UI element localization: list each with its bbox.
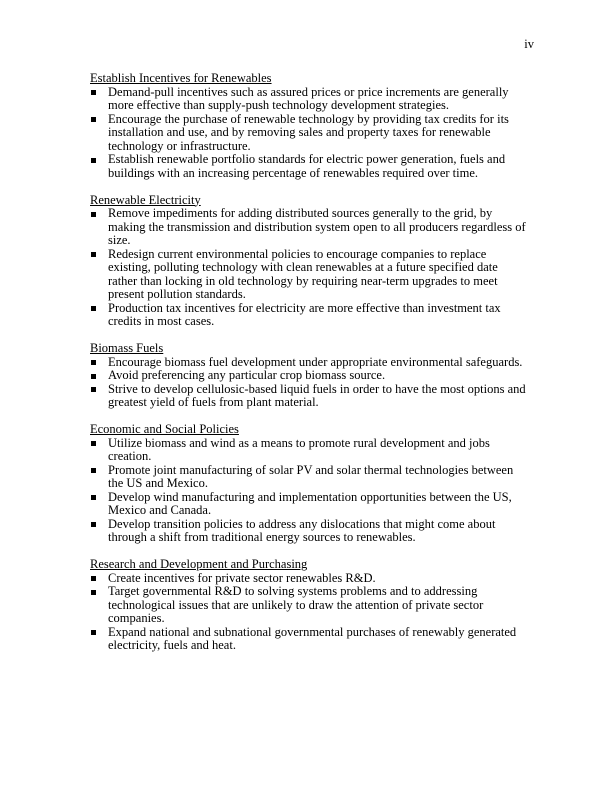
bullet-list [90,572,530,653]
document-body [90,72,530,666]
bullet-item: Promote joint manufacturing of solar PV and solar thermal technologies between the US and Mexico. [90,464,530,491]
section-incentives [90,72,530,180]
bullet-item: Develop wind manufacturing and implementation opportunities between the US, Mexico and Canada. [90,491,530,518]
bullet-list [90,207,530,329]
bullet-item: Create incentives for private sector renewables R&D. [90,572,530,586]
bullet-item: Establish renewable portfolio standards for electric power generation, fuels and buildings with an increasing percentage of renewables required over time. [90,153,530,180]
bullet-item: Strive to develop cellulosic-based liquid fuels in order to have the most options and greatest yield of fuels from plant material. [90,383,530,410]
bullet-item: Redesign current environmental policies to encourage companies to replace existing, polluting technology with clean renewables at a future specified date rather than locking in old technology by requiring near-term upgrades to meet present pollution standards. [90,248,530,302]
section-heading: Establish Incentives for Renewables [90,71,272,85]
bullet-list [90,86,530,181]
section-research-development [90,558,530,653]
bullet-item: Utilize biomass and wind as a means to promote rural development and jobs creation. [90,437,530,464]
bullet-item: Target governmental R&D to solving systems problems and to addressing technological issues that are unlikely to draw the attention of private sector companies. [90,585,530,626]
bullet-item: Demand-pull incentives such as assured prices or price increments are generally more effective than supply-push technology development strategies. [90,86,530,113]
section-economic-social [90,423,530,545]
bullet-item: Production tax incentives for electricity are more effective than investment tax credits in most cases. [90,302,530,329]
bullet-item: Expand national and subnational governmental purchases of renewably generated electricity, fuels and heat. [90,626,530,653]
section-heading: Research and Development and Purchasing [90,557,308,571]
bullet-list [90,437,530,545]
bullet-item: Encourage the purchase of renewable technology by providing tax credits for its installation and use, and by removing sales and property taxes for renewable technology or infrastructure. [90,113,530,154]
bullet-item: Encourage biomass fuel development under appropriate environmental safeguards. [90,356,530,370]
section-biomass-fuels [90,342,530,410]
section-renewable-electricity [90,194,530,329]
section-heading: Economic and Social Policies [90,422,239,436]
bullet-item: Avoid preferencing any particular crop biomass source. [90,369,530,383]
page-number: iv [524,37,534,51]
bullet-list [90,356,530,410]
bullet-item: Remove impediments for adding distributed sources generally to the grid, by making the transmission and distribution system open to all producers regardless of size. [90,207,530,248]
section-heading: Renewable Electricity [90,192,201,207]
bullet-item: Develop transition policies to address any dislocations that might come about through a shift from traditional energy sources to renewables. [90,518,530,545]
section-heading: Biomass Fuels [90,341,164,355]
